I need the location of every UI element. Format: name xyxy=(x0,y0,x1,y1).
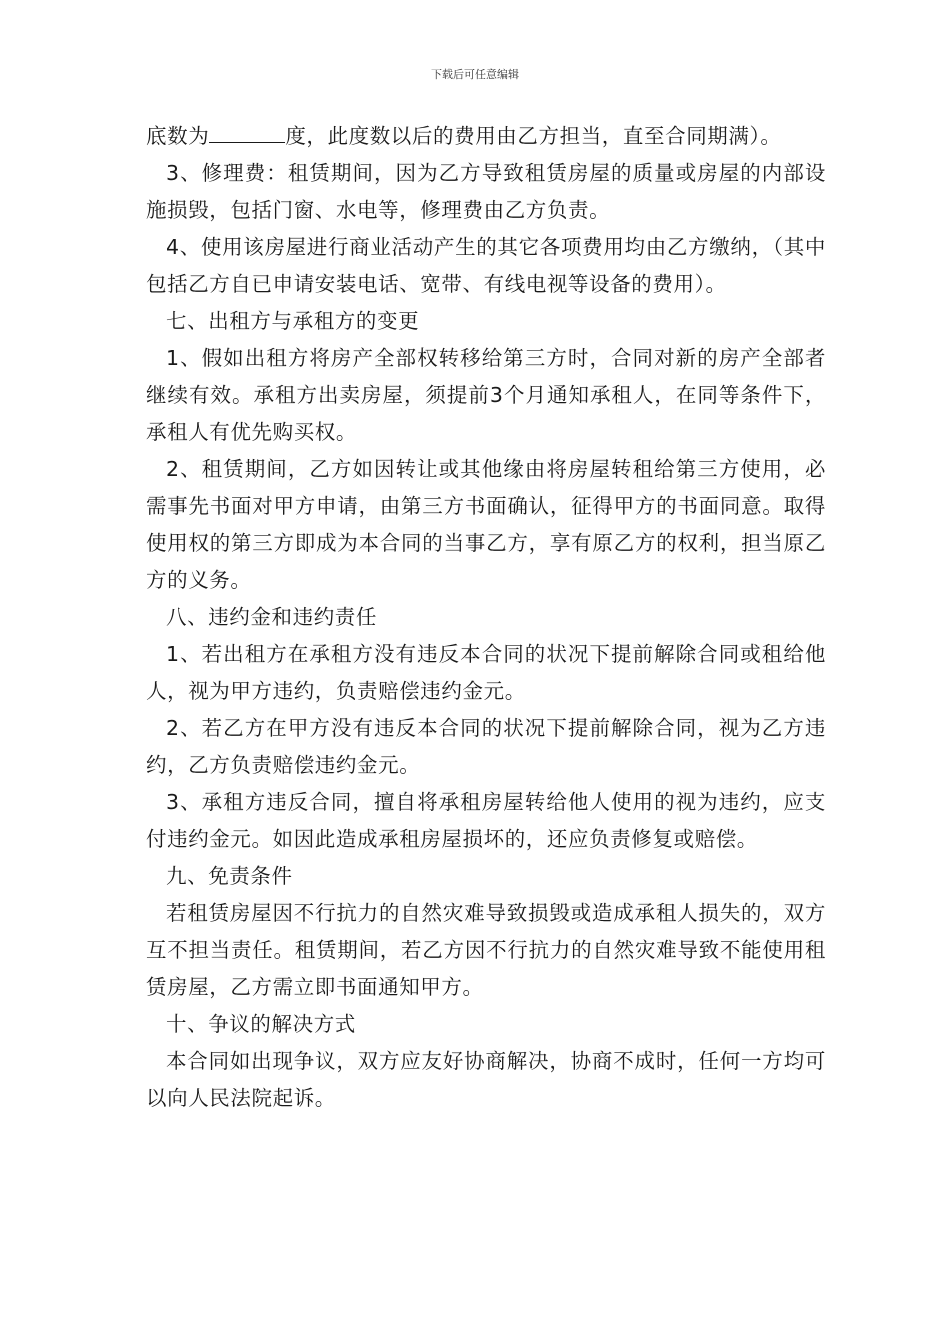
paragraph-8-1: 1、若出租方在承租方没有违反本合同的状况下提前解除合同或租给他人，视为甲方违约，负责赔偿违约金元。 xyxy=(146,642,826,703)
section-heading-7: 七、出租方与承租方的变更 xyxy=(166,309,420,333)
page-header: 下载后可任意编辑 xyxy=(431,68,519,81)
paragraph-8-2: 2、若乙方在甲方没有违反本合同的状况下提前解除合同，视为乙方违约，乙方负责赔偿违约金元。 xyxy=(146,716,826,777)
paragraph-7-1: 1、假如出租方将房产全部权转移给第三方时，合同对新的房产全部者继续有效。承租方出卖房屋，须提前3个月通知承租人，在同等条件下，承租人有优先购买权。 xyxy=(146,346,826,444)
paragraph-other-fees: 4、使用该房屋进行商业活动产生的其它各项费用均由乙方缴纳，（其中包括乙方自已申请安装电话、宽带、有线电视等设备的费用）。 xyxy=(146,235,826,296)
paragraph-10: 本合同如出现争议，双方应友好协商解决，协商不成时，任何一方均可以向人民法院起诉。 xyxy=(146,1049,826,1110)
paragraph-8-3: 3、承租方违反合同，擅自将承租房屋转给他人使用的视为违约，应支付违约金元。如因此造成承租房屋损坏的，还应负责修复或赔偿。 xyxy=(146,790,826,851)
section-heading-10: 十、争议的解决方式 xyxy=(166,1012,356,1036)
paragraph-text: 度，此度数以后的费用由乙方担当，直至合同期满）。 xyxy=(285,124,782,148)
document-body xyxy=(146,118,826,1117)
paragraph-9: 若租赁房屋因不行抗力的自然灾难导致损毁或造成承租人损失的，双方互不担当责任。租赁期间，若乙方因不行抗力的自然灾难导致不能使用租赁房屋，乙方需立即书面通知甲方。 xyxy=(146,901,826,999)
paragraph-meter-reading xyxy=(146,118,826,155)
paragraph-text: 底数为 xyxy=(146,124,210,148)
section-heading-9: 九、免责条件 xyxy=(166,864,293,888)
paragraph-repair-fee: 3、修理费：租赁期间，因为乙方导致租赁房屋的质量或房屋的内部设施损毁，包括门窗、水电等，修理费由乙方负责。 xyxy=(146,161,826,222)
section-heading-8: 八、违约金和违约责任 xyxy=(166,605,377,629)
fill-in-blank xyxy=(209,120,285,143)
paragraph-7-2: 2、租赁期间，乙方如因转让或其他缘由将房屋转租给第三方使用，必需事先书面对甲方申请，由第三方书面确认，征得甲方的书面同意。取得使用权的第三方即成为本合同的当事乙方，享有原乙方的权利，担当原乙方的义务。 xyxy=(146,457,826,592)
